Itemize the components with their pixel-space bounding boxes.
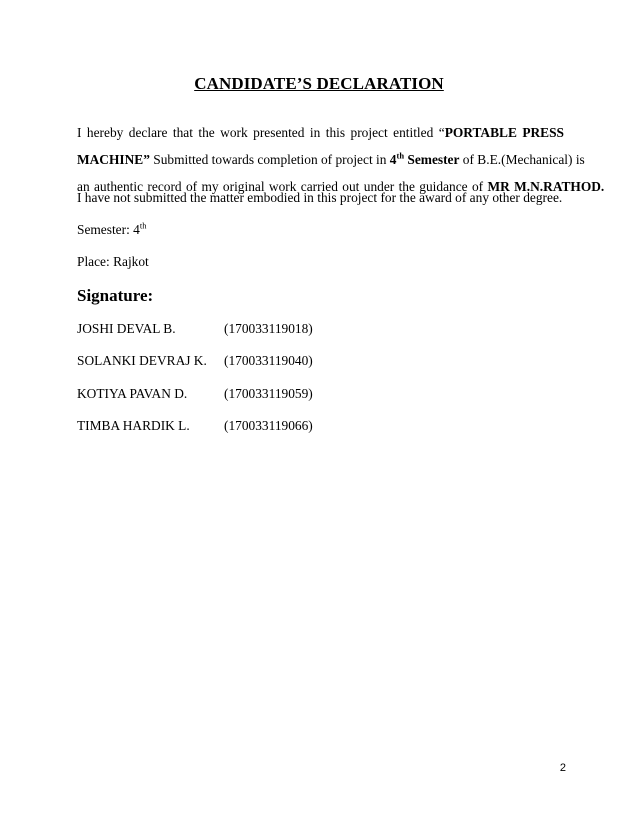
- candidate-name: KOTIYA PAVAN D.: [77, 386, 188, 401]
- signature-heading: Signature:: [77, 286, 154, 305]
- declaration-text: I hereby declare that the work presented in this project entitled “: [77, 125, 445, 140]
- statement: I have not submitted the matter embodied in this project for the award of any other degree.: [77, 190, 563, 205]
- candidate-name: SOLANKI DEVRAJ K.: [77, 353, 207, 368]
- candidate-enrollment: (170033119018): [224, 321, 313, 336]
- semester-word: Semester: [404, 152, 460, 167]
- project-title-part-2: MACHINE”: [77, 152, 150, 167]
- candidate-enrollment: (170033119040): [224, 353, 313, 368]
- semester-number: 4: [389, 152, 397, 167]
- candidate-name: JOSHI DEVAL B.: [77, 321, 176, 336]
- guide-name: MR M.N.RATHOD.: [487, 179, 605, 194]
- page-number: 2: [559, 762, 566, 774]
- semester-label-superscript: th: [139, 220, 147, 231]
- semester-line: [77, 222, 564, 238]
- declaration-text: an authentic record of my original work carried out under the guidance of: [77, 179, 488, 194]
- declaration-text: Submitted towards completion of project in: [149, 152, 390, 167]
- declaration-line-1: [77, 125, 564, 141]
- declaration-line-2: [77, 150, 585, 168]
- page-title: CANDIDATE’S DECLARATION: [194, 74, 444, 93]
- declaration-text: of B.E.(Mechanical) is: [459, 152, 585, 167]
- candidate-enrollment: (170033119066): [224, 418, 313, 433]
- project-title-part-1: PORTABLE PRESS: [444, 125, 564, 140]
- place-line: Place: Rajkot: [77, 254, 149, 269]
- candidate-enrollment: (170033119059): [224, 386, 313, 401]
- candidate-name: TIMBA HARDIK L.: [77, 418, 190, 433]
- semester-label: Semester: 4: [77, 222, 140, 237]
- semester-superscript: th: [396, 150, 405, 161]
